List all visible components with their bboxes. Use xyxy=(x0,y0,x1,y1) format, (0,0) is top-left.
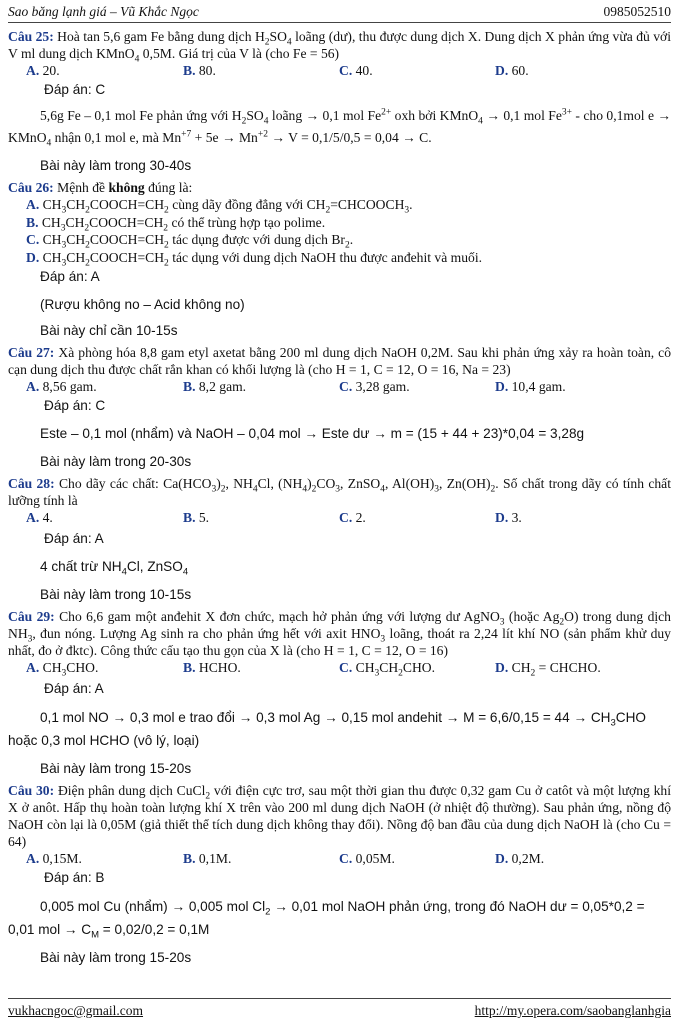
question-number: Câu 29: xyxy=(8,609,55,624)
question-number: Câu 28: xyxy=(8,476,55,491)
option-a: A. $CH_3CH_2COOCH=CH_2$ cùng dãy đồng đẳng với $CH_2=CHCOOCH_3$. xyxy=(26,197,413,216)
footer-email-link[interactable]: vukhacngoc@gmail.com xyxy=(8,1003,144,1018)
option-c: C. $CH_3CH_2COOCH=CH_2$ tác dụng được với dung dịch $Br_2$. xyxy=(26,232,354,251)
explanation: 5,6g Fe – 0,1 mol Fe phản ứng với $H_2SO_4$ loãng → 0,1 mol $Fe^{2+}$ oxh bởi KMnO$_4$ → 0,1 mol $Fe^{3+}$ - cho 0,1mol e → KMnO$_4$ nhận 0,1 mol e, mà $Mn^{+7} + 5e \to Mn^{+2} \to V = 0,1/5/0,5 = 0,04 \to C$. xyxy=(8,107,672,149)
note: (Rượu không no – Acid không no) xyxy=(40,297,245,312)
option-a: 0,15M. xyxy=(42,851,82,866)
page-footer xyxy=(8,998,671,1021)
option-c: 2. xyxy=(355,510,366,525)
options-row: A. 0,15M. B. 0,1M. C. 0,05M. D. 0,2M. xyxy=(26,851,545,866)
question-number: Câu 25: xyxy=(8,29,54,44)
option-b: 80. xyxy=(198,63,216,78)
options-row: A. $CH_3CHO$. B. HCHO. C. $CH_3CH_2CHO$. D. $CH_2$ = CHCHO. xyxy=(26,660,601,679)
options-row: A. 4. B. 5. C. 2. D. 3. xyxy=(26,510,522,525)
header-phone: 0985052510 xyxy=(603,4,671,19)
answer: Đáp án: C xyxy=(44,398,106,413)
question-number: Câu 30: xyxy=(8,783,55,798)
time-note: Bài này làm trong 30-40s xyxy=(40,158,192,173)
answer: Đáp án: A xyxy=(44,681,104,696)
header-author: Sao băng lạnh giá – Vũ Khắc Ngọc xyxy=(8,4,199,19)
time-note: Bài này làm trong 20-30s xyxy=(40,454,192,469)
option-b: 0,1M. xyxy=(198,851,232,866)
option-d: 0,2M. xyxy=(511,851,545,866)
explanation: 4 chất trừ $NH_4Cl$, ZnSO$_4$ xyxy=(40,559,189,578)
question-30: Câu 30: Điện phân dung dịch CuCl$_2$ với điện cực trơ, sau một thời gian thu được 0,32 gam Cu ở catôt và một lượng khí X ở anôt. Hấp thụ hoàn toàn lượng khí X trên vào 200 ml dung dịch NaOH (ở nhiệt độ thường). Sau phản ứng, nồng độ NaOH còn lại là 0,05M (giả thiết thể tích dung dịch không thay đổi). Nồng độ ban đầu của dung dịch NaOH là (cho Cu = 64) xyxy=(8,783,672,849)
option-c: 3,28 gam. xyxy=(355,379,410,394)
answer: Đáp án: A xyxy=(44,531,104,546)
time-note: Bài này chỉ cần 10-15s xyxy=(40,323,178,338)
question-number: Câu 26: xyxy=(8,180,54,195)
option-c: $CH_3CH_2CHO$. xyxy=(355,660,436,679)
option-c: 40. xyxy=(355,63,373,78)
option-c: 0,05M. xyxy=(355,851,395,866)
explanation: 0,005 mol Cu (nhẩm) → 0,005 mol $Cl_2 \to 0,01$ mol NaOH phản ứng, trong đó NaOH dư = 0,05*0,2 = 0,01 mol → $C_M = 0,02/0,2 = 0,1M$ xyxy=(8,899,645,941)
option-b: 5. xyxy=(198,510,210,525)
option-d: 60. xyxy=(511,63,529,78)
time-note: Bài này làm trong 15-20s xyxy=(40,761,192,776)
page-header xyxy=(8,2,671,23)
answer: Đáp án: A xyxy=(40,269,100,284)
explanation: Este – 0,1 mol (nhẩm) và NaOH – 0,04 mol → Este dư → m = (15 + 44 + 23)*0,04 = 3,28g xyxy=(40,426,585,441)
option-d: 3. xyxy=(511,510,522,525)
question-28: Câu 28: Cho dãy các chất: $Ca(HCO_3)_2$, $NH_4Cl$, $(NH_4)_2CO_3$, ZnSO$_4$, $Al(OH)_3$, $Zn(OH)_2$. Số chất trong dãy có tính chất lưỡng tính là xyxy=(8,476,671,508)
options-row: A. 8,56 gam. B. 8,2 gam. C. 3,28 gam. D. 10,4 gam. xyxy=(26,379,566,394)
option-d: $CH_2$ = CHCHO. xyxy=(511,660,601,679)
time-note: Bài này làm trong 15-20s xyxy=(40,950,192,965)
question-27: Câu 27: Xà phòng hóa 8,8 gam etyl axetat bằng 200 ml dung dịch NaOH 0,2M. Sau khi phản ứng xảy ra hoàn toàn, cô cạn dung dịch thu được chất rắn khan có khối lượng là (cho H = 1, C = 12, O = 16, Na = 23) xyxy=(8,345,672,377)
option-a: 20. xyxy=(42,63,60,78)
page-content xyxy=(8,28,671,971)
time-note: Bài này làm trong 10-15s xyxy=(40,587,192,602)
option-a: $CH_3CHO$. xyxy=(42,660,99,679)
option-b: HCHO. xyxy=(198,660,241,675)
option-b: 8,2 gam. xyxy=(198,379,247,394)
question-25: Câu 25: Hoà tan 5,6 gam Fe bằng dung dịch $H_2SO_4$ loãng (dư), thu được dung dịch X. Dung dịch X phản ứng vừa đủ với V ml dung dịch KMnO$_4$ 0,5M. Giá trị của V là (cho Fe = 56) xyxy=(8,29,671,65)
options-row: A. 20. B. 80. C. 40. D. 60. xyxy=(26,63,529,78)
option-a: 4. xyxy=(42,510,53,525)
footer-website-link[interactable]: http://my.opera.com/saobanglanhgia xyxy=(474,1003,671,1018)
explanation: 0,1 mol NO → 0,3 mol e trao đổi → 0,3 mol Ag → 0,15 mol andehit → $M = 6,6/0,15 = 44 \to CH_3CHO$ hoặc 0,3 mol HCHO (vô lý, loại) xyxy=(8,710,646,748)
question-26: Câu 26: Mệnh đề không đúng là: xyxy=(8,180,193,195)
question-29: Câu 29: Cho 6,6 gam một anđehit X đơn chức, mạch hở phản ứng với lượng dư AgNO$_3$ (hoặc $Ag_2O$) trong dung dịch $NH_3$, đun nóng. Lượng Ag sinh ra cho phản ứng hết với axit $HNO_3$ loãng, thoát ra 2,24 lít khí NO (sản phẩm khử duy nhất, đo ở đktc). Công thức cấu tạo thu gọn của X là (cho H = 1, C = 12, O = 16) xyxy=(8,609,671,658)
option-b: B. $CH_3CH_2COOCH=CH_2$ có thể trùng hợp tạo polime. xyxy=(26,214,326,234)
answer: Đáp án: B xyxy=(44,870,105,885)
question-number: Câu 27: xyxy=(8,345,55,360)
option-d: 10,4 gam. xyxy=(511,379,566,394)
option-d: D. $CH_3CH_2COOCH=CH_2$ tác dụng với dung dịch NaOH thu được anđehit và muối. xyxy=(26,249,482,269)
option-a: 8,56 gam. xyxy=(42,379,97,394)
answer: Đáp án: C xyxy=(44,82,106,97)
